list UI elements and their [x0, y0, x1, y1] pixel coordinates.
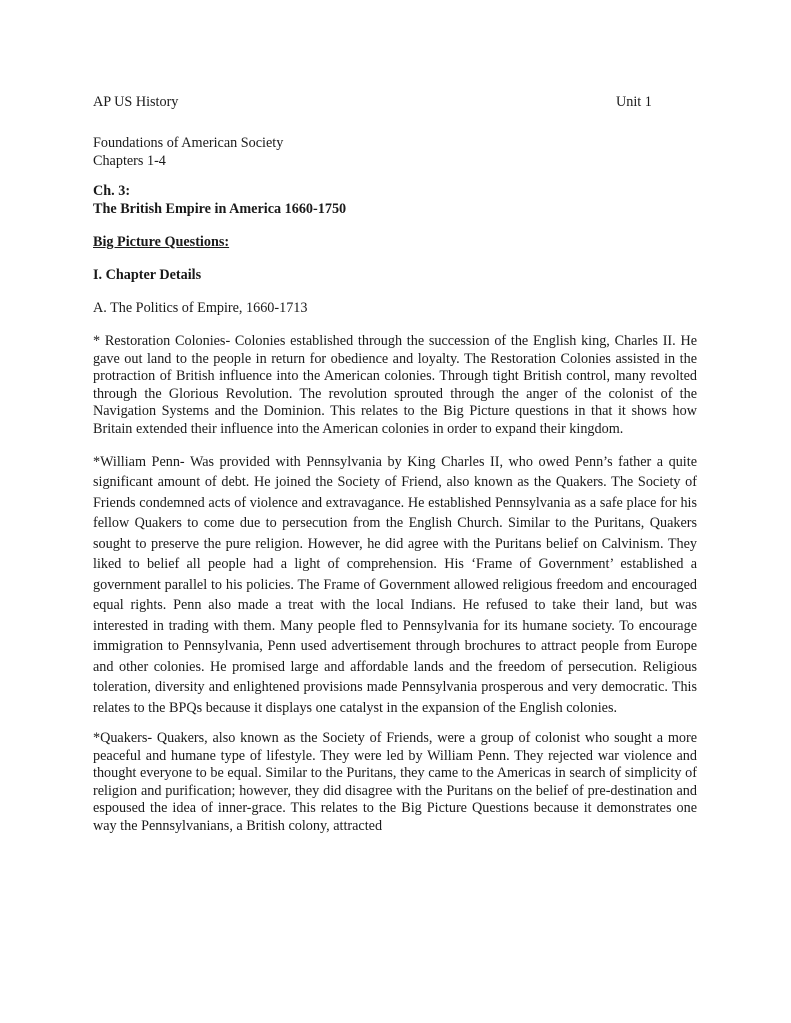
course-name: AP US History [93, 94, 179, 110]
paragraph-william-penn: *William Penn- Was provided with Pennsylvania by King Charles II, who owed Penn’s father a quite significant amount of debt. He joined the Society of Friend, also known as the Quakers. The Society of Friends condemned acts of violence and extravagance. He established Pennsylvania as a safe place for his fellow Quakers to come due to persecution from the English Church. Similar to the Puritans, Quakers sought to preserve the pure religion. However, he did agree with the Puritans belief on Calvinism. They liked to belief all people had a light of comprehension. His ‘Frame of Government’ established a government parallel to his policies. The Frame of Government allowed religious freedom and encouraged equal rights. Penn also made a treat with the local Indians. He refused to take their land, but was interested in trading with them. Many people fled to Pennsylvania for its humane society. To encourage immigration to Pennsylvania, Penn used advertisement through brochures to attract people from Europe and other colonies. He promised large and affordable lands and the freedom of persecution. Religious toleration, diversity and enlightened provisions made Pennsylvania prosperous and very democratic. This relates to the BPQs because it displays one catalyst in the expansion of the English colonies. [93, 453, 697, 716]
chapter-heading [93, 182, 697, 218]
intro-chapters: Chapters 1-4 [93, 153, 166, 169]
section-heading: I. Chapter Details [93, 267, 202, 283]
intro-title: Foundations of American Society [93, 135, 284, 151]
document-body [93, 93, 697, 836]
paragraph-quakers: *Quakers- Quakers, also known as the Society of Friends, were a group of colonist who sought a more peaceful and humane type of lifestyle. They were led by William Penn. They rejected war violence and thought everyone to be equal. Similar to the Puritans, they came to the Americas in search of simplicity of religion and purification; however, they did disagree with the Puritans on the belief of pre-destination and espoused the idea of inner-grace. This relates to the Big Picture Questions because it demonstrates one way the Pennsylvanians, a British colony, attracted [93, 730, 697, 835]
big-picture-heading: Big Picture Questions: [93, 234, 230, 250]
page-header [93, 93, 697, 111]
chapter-title: The British Empire in America 1660-1750 [93, 201, 347, 217]
unit-label: Unit 1 [616, 94, 652, 110]
intro-block [93, 134, 697, 170]
paragraph-restoration-colonies: * Restoration Colonies- Colonies established through the succession of the English king, Charles II. He gave out land to the people in return for obedience and loyalty. The Restoration Colonies assisted in the protraction of British influence into the American colonies. Through tight British control, many revolted through the Glorious Revolution. The revolution sprouted through the anger of the colonist of the Navigation Systems and the Dominion. This relates to the Big Picture questions in that it shows how Britain extended their influence into the American colonies in order to expand their kingdom. [93, 333, 697, 437]
chapter-number: Ch. 3: [93, 183, 131, 199]
subsection-heading: A. The Politics of Empire, 1660-1713 [93, 300, 308, 316]
